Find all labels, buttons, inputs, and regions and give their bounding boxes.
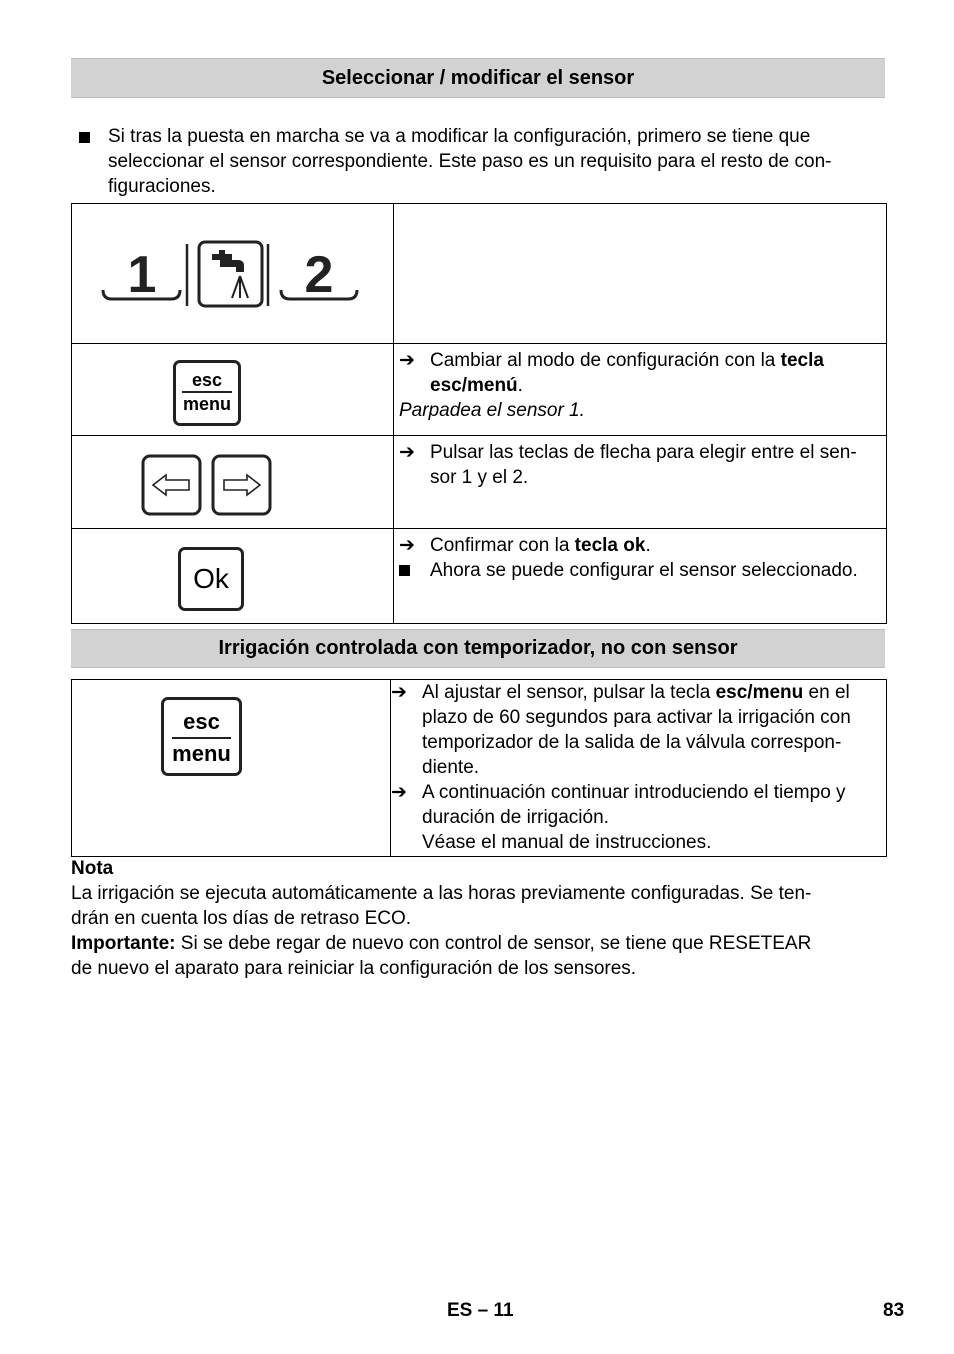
timer-table bbox=[71, 679, 887, 857]
important-label: Importante: bbox=[71, 933, 176, 954]
intro-line: Si tras la puesta en marcha se va a modificar la configuración, primero se tiene que bbox=[108, 126, 811, 147]
instruction-line bbox=[399, 440, 886, 465]
instruction-cell bbox=[394, 529, 887, 624]
key-name: tecla bbox=[780, 350, 824, 371]
instruction-line bbox=[399, 465, 886, 490]
result-note: Parpadea el sensor 1. bbox=[399, 400, 585, 421]
note-block bbox=[71, 856, 885, 981]
intro-line: seleccionar el sensor correspondiente. Este paso es un requisito para el resto de con- bbox=[108, 151, 832, 172]
intro-paragraph bbox=[71, 124, 885, 199]
arrow-right-icon: ➔ bbox=[399, 350, 415, 371]
sensor-2-digit: 2 bbox=[304, 246, 334, 304]
faucet-sprinkler-icon bbox=[212, 250, 248, 298]
key-cell bbox=[72, 344, 394, 436]
bullet-square-icon bbox=[79, 132, 90, 143]
arrow-right-icon: ➔ bbox=[391, 782, 407, 803]
instruction-text: Al ajustar el sensor, pulsar la tecla bbox=[422, 682, 716, 703]
key-label-esc: esc bbox=[191, 370, 223, 390]
instruction-cell bbox=[394, 436, 887, 529]
table-row bbox=[72, 344, 887, 436]
instruction-line bbox=[399, 533, 886, 558]
important-line bbox=[71, 931, 885, 956]
key-label-menu: menu bbox=[172, 741, 231, 766]
instruction-cell bbox=[391, 680, 887, 857]
instruction-line bbox=[399, 558, 886, 583]
instruction-line bbox=[391, 680, 886, 705]
steps-table bbox=[71, 203, 887, 624]
esc-menu-key-large[interactable] bbox=[161, 697, 242, 776]
section-title-timer-irrigation: Irrigación controlada con temporizador, no con sensor bbox=[71, 629, 885, 668]
key-cell bbox=[72, 529, 394, 624]
arrow-right-icon: ➔ bbox=[399, 442, 415, 463]
instruction-cell bbox=[394, 344, 887, 436]
instruction-line bbox=[399, 348, 886, 373]
instruction-line: Véase el manual de instrucciones. bbox=[422, 832, 712, 853]
note-heading: Nota bbox=[71, 858, 114, 879]
arrow-right-icon: ➔ bbox=[399, 535, 415, 556]
table-row bbox=[72, 529, 887, 624]
key-cell bbox=[72, 680, 391, 857]
page-number: 83 bbox=[883, 1300, 905, 1321]
empty-cell bbox=[394, 204, 887, 344]
instruction-line: duración de irrigación. bbox=[422, 807, 609, 828]
arrow-keys-icon bbox=[72, 436, 394, 521]
key-label-menu: menu bbox=[182, 394, 231, 414]
key-name: esc/menu bbox=[715, 682, 804, 703]
instruction-line: plazo de 60 segundos para activar la irrigación con bbox=[422, 707, 851, 728]
ok-key[interactable]: Ok bbox=[178, 547, 244, 611]
note-line: La irrigación se ejecuta automáticamente a las horas previamente configuradas. Se ten- bbox=[71, 883, 812, 904]
instruction-text: . bbox=[645, 535, 651, 556]
instruction-text: Confirmar con la bbox=[430, 535, 575, 556]
bullet-square-icon bbox=[399, 565, 410, 576]
important-text: Si se debe regar de nuevo con control de sensor, se tiene que RESETEAR bbox=[175, 933, 812, 954]
note-line: drán en cuenta los días de retraso ECO. bbox=[71, 908, 412, 929]
left-arrow-key bbox=[143, 456, 200, 514]
instruction-line: diente. bbox=[422, 757, 480, 778]
instruction-text: . bbox=[517, 375, 523, 396]
instruction-text: A continuación continuar introduciendo el tiempo y bbox=[422, 782, 846, 803]
display-cell bbox=[72, 204, 394, 344]
instruction-line bbox=[399, 373, 886, 398]
instruction-text: en el bbox=[803, 682, 850, 703]
instruction-line bbox=[391, 780, 886, 805]
instruction-text: sor 1 y el 2. bbox=[430, 467, 529, 488]
key-name: esc/menú bbox=[430, 375, 518, 396]
esc-menu-key[interactable] bbox=[173, 360, 241, 426]
table-row bbox=[72, 436, 887, 529]
sensor-display-icon bbox=[72, 204, 394, 336]
right-arrow-key bbox=[213, 456, 270, 514]
arrow-right-icon: ➔ bbox=[391, 682, 407, 703]
intro-line: figuraciones. bbox=[108, 176, 216, 197]
instruction-text: Cambiar al modo de configuración con la bbox=[430, 350, 781, 371]
important-line: de nuevo el aparato para reiniciar la configuración de los sensores. bbox=[71, 958, 637, 979]
table-row bbox=[72, 204, 887, 344]
key-cell bbox=[72, 436, 394, 529]
page-label: ES – 11 bbox=[447, 1300, 514, 1321]
section-title-select-sensor: Seleccionar / modificar el sensor bbox=[71, 58, 885, 98]
instruction-text: Pulsar las teclas de flecha para elegir entre el sen- bbox=[430, 442, 857, 463]
key-label-esc: esc bbox=[183, 709, 220, 734]
instruction-text: Ahora se puede configurar el sensor seleccionado. bbox=[430, 560, 858, 581]
instruction-line: temporizador de la salida de la válvula correspon- bbox=[422, 732, 842, 753]
table-row bbox=[72, 680, 887, 857]
sensor-1-digit: 1 bbox=[127, 246, 157, 304]
key-name: tecla ok bbox=[574, 535, 646, 556]
